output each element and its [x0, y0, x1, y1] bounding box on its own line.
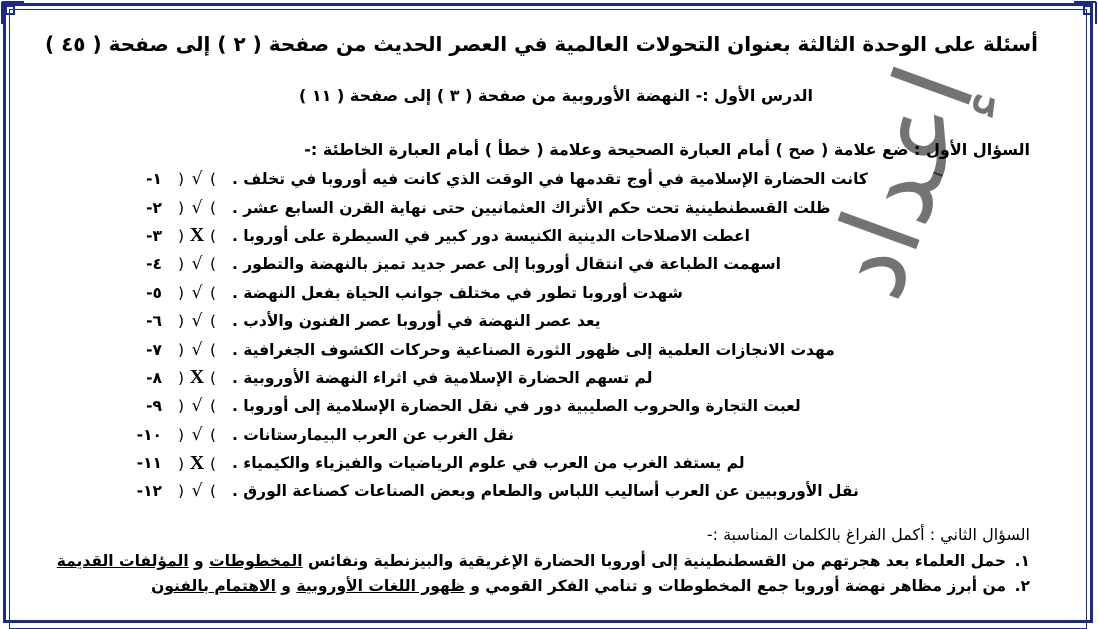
item-number: ٩-: [146, 397, 162, 416]
check-mark-icon: √: [191, 254, 203, 275]
answer-parentheses: )X(: [177, 224, 217, 247]
statement-text: ظلت القسطنطينية تحت حكم الأتراك العثمانيين حتى نهاية القرن السابع عشر .: [232, 198, 831, 217]
answer-parentheses: )X(: [177, 366, 217, 389]
check-mark-icon: √: [191, 481, 203, 502]
item-number: ٧-: [146, 340, 162, 359]
item-number: ١١-: [136, 454, 162, 473]
check-mark-icon: √: [191, 339, 203, 360]
answer-parentheses: )√(: [177, 424, 217, 445]
statement-text: لم يستفد الغرب من العرب في علوم الرياضيات والفيزياء والكيمياء .: [232, 454, 745, 473]
item-number: ١-: [146, 170, 162, 189]
check-mark-icon: √: [191, 169, 203, 190]
list-item: [130, 477, 1030, 505]
answer-parentheses: )√(: [177, 311, 217, 332]
check-mark-icon: √: [191, 396, 203, 417]
cross-mark-icon: X: [189, 366, 205, 389]
cross-mark-icon: X: [189, 451, 205, 474]
statement-text: اعطت الاصلاحات الدينية الكنيسة دور كبير في السيطرة على أوروبا .: [232, 226, 750, 245]
question1-heading: السؤال الأول : ضع علامة ( صح ) أمام العبارة الصحيحة وعلامة ( خطأ ) أمام العبارة الخاطئة :-: [304, 140, 1030, 159]
statement-text: يعد عصر النهضة في أوروبا عصر الفنون والأدب .: [232, 312, 601, 331]
item-number: ٢.: [1014, 577, 1030, 595]
statement-text: حمل العلماء بعد هجرتهم من القسطنطينية إلى أوروبا الحضارة الإغريقية والبيزنطية ونفائس: [308, 552, 1006, 570]
list-item: [20, 574, 1030, 599]
lesson-heading: الدرس الأول :- النهضة الأوروبية من صفحة ( ٣ ) إلى صفحة ( ١١ ): [298, 86, 813, 105]
list-item: [130, 421, 1030, 449]
statement-text: نقل الأوروبيين عن العرب أساليب اللباس والطعام وبعض الصناعات كصناعة الورق .: [232, 482, 859, 501]
statement-text: لعبت التجارة والحروب الصليبية دور في نقل الحضارة الإسلامية إلى أوروبا .: [232, 397, 801, 416]
item-number: ٣-: [146, 226, 162, 245]
fill-blank-list: [20, 549, 1030, 599]
statement-text: شهدت أوروبا تطور في مختلف جوانب الحياة بفعل النهضة .: [232, 283, 683, 302]
item-number: ٨-: [146, 368, 162, 387]
question2-heading: السؤال الثاني : أكمل الفراغ بالكلمات المناسبة :-: [706, 525, 1030, 544]
answer-parentheses: )√(: [177, 169, 217, 190]
cross-mark-icon: X: [189, 224, 205, 247]
list-item: [130, 364, 1030, 392]
answer-parentheses: )√(: [177, 282, 217, 303]
item-number: ٦-: [146, 312, 162, 331]
statement-text: اسهمت الطباعة في انتقال أوروبا إلى عصر جديد تميز بالنهضة والتطور .: [232, 255, 781, 274]
item-number: ١.: [1014, 552, 1030, 570]
list-item: [20, 549, 1030, 574]
item-number: ٥-: [146, 283, 162, 302]
answer-text: المخطوطات: [209, 552, 303, 570]
item-number: ٢-: [146, 198, 162, 217]
list-item: [130, 307, 1030, 335]
answer-parentheses: )√(: [177, 396, 217, 417]
list-item: [130, 335, 1030, 363]
check-mark-icon: √: [191, 282, 203, 303]
check-mark-icon: √: [191, 197, 203, 218]
check-mark-icon: √: [191, 311, 203, 332]
answer-parentheses: )√(: [177, 481, 217, 502]
corner-ornament-icon: [1072, 0, 1098, 26]
list-item: [130, 449, 1030, 477]
answer-text: الاهتمام بالفنون: [151, 577, 276, 595]
statement-text: لم تسهم الحضارة الإسلامية في اثراء النهضة الأوروبية .: [232, 368, 653, 387]
answer-parentheses: )√(: [177, 339, 217, 360]
item-number: ١٢-: [136, 482, 162, 501]
answer-parentheses: )√(: [177, 197, 217, 218]
answer-text: المؤلفات القديمة: [56, 552, 189, 570]
answer-parentheses: )√(: [177, 254, 217, 275]
connector-text: و: [275, 577, 297, 595]
statement-text: نقل الغرب عن العرب البيمارستانات .: [232, 425, 514, 444]
item-number: ٤-: [146, 255, 162, 274]
page-title: أسئلة على الوحدة الثالثة بعنوان التحولات العالمية في العصر الحديث من صفحة ( ٢ ) إلى صفحة ( ٤٥ ): [44, 32, 1038, 56]
check-mark-icon: √: [191, 424, 203, 445]
statement-text: من أبرز مظاهر نهضة أوروبا جمع المخطوطات و تنامي الفكر القومي و: [470, 577, 1006, 595]
list-item: [130, 392, 1030, 420]
answer-text: ظهور اللغات الأوروبية: [296, 577, 465, 595]
statement-text: كانت الحضارة الإسلامية في أوج تقدمها في الوقت الذي كانت فيه أوروبا في تخلف .: [232, 170, 868, 189]
answer-parentheses: )X(: [177, 451, 217, 474]
item-number: ١٠-: [136, 425, 162, 444]
corner-ornament-icon: [0, 0, 26, 26]
statement-text: مهدت الانجازات العلمية إلى ظهور الثورة الصناعية وحركات الكشوف الجغرافية .: [232, 340, 835, 359]
watermark: إعداد: [800, 50, 1001, 314]
connector-text: و: [188, 552, 210, 570]
